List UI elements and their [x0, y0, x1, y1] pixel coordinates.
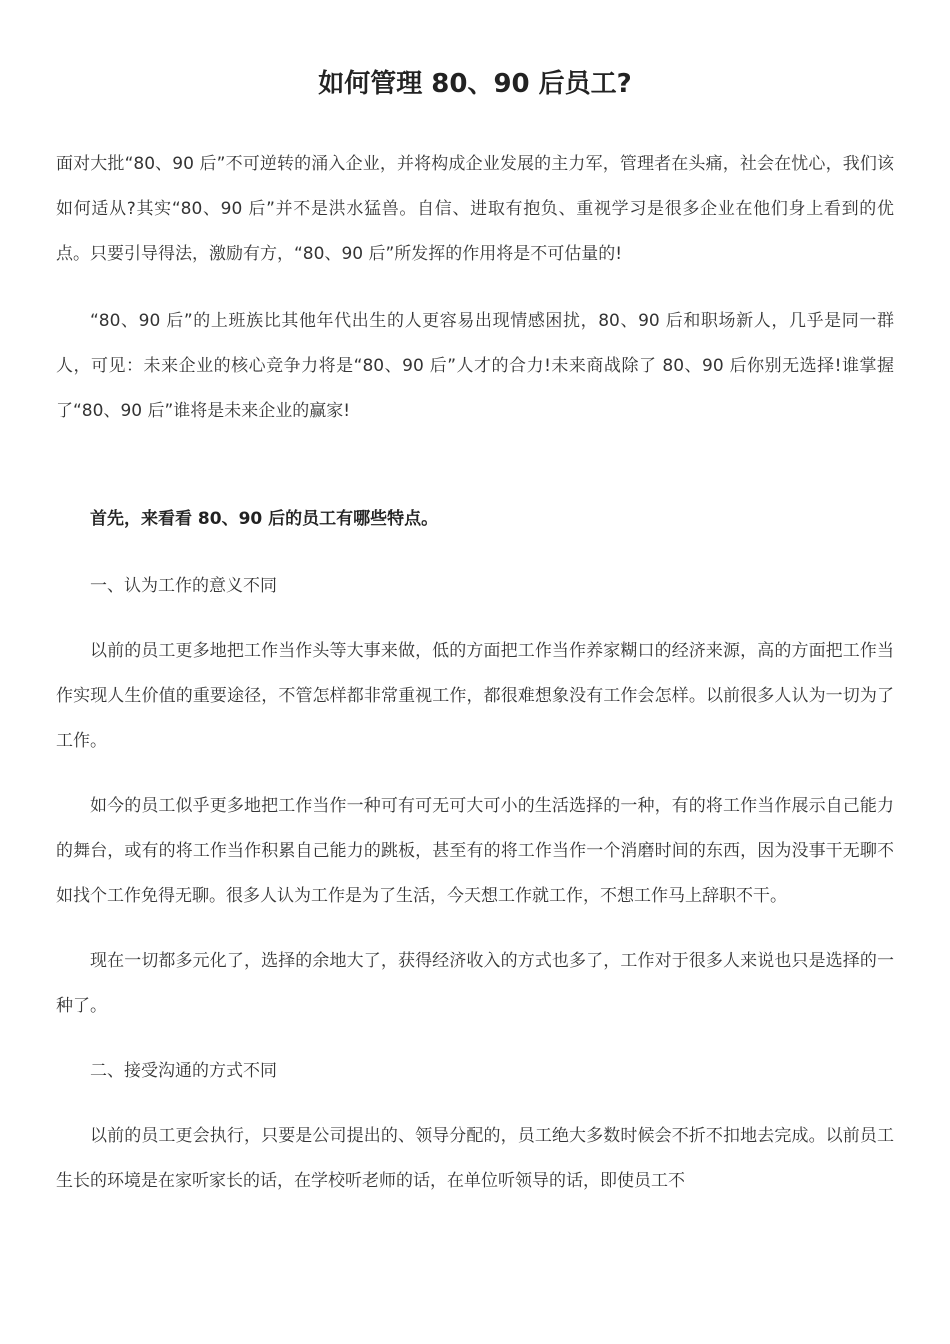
paragraph-past-employees: 以前的员工更多地把工作当作头等大事来做，低的方面把工作当作养家糊口的经济来源，高的方面把工作当作实现人生价值的重要途径，不管怎样都非常重视工作，都很难想象没有工作会怎样。以前很多人认为一切为了工作。 — [56, 641, 894, 751]
paragraph-intro: 面对大批“80、90 后”不可逆转的涌入企业，并将构成企业发展的主力军，管理者在头痛，社会在忧心，我们该如何适从?其实“80、90 后”并不是洪水猛兽。自信、进取有抱负、重视学习是很多企业在他们身上看到的优点。只要引导得法，激励有方，“80、90 后”所发挥的作用将是不可估量的! — [56, 154, 894, 264]
subheading-work-meaning: 一、认为工作的意义不同 — [90, 576, 277, 596]
paragraph-execution: 以前的员工更会执行，只要是公司提出的、领导分配的，员工绝大多数时候会不折不扣地去完成。以前员工生长的环境是在家听家长的话，在学校听老师的话，在单位听领导的话，即使员工不 — [56, 1126, 894, 1191]
paragraph-diversification: 现在一切都多元化了，选择的余地大了，获得经济收入的方式也多了，工作对于很多人来说也只是选择的一种了。 — [56, 951, 894, 1016]
paragraph-current-employees: 如今的员工似乎更多地把工作当作一种可有可无可大可小的生活选择的一种，有的将工作当作展示自己能力的舞台，或有的将工作当作积累自己能力的跳板，甚至有的将工作当作一个消磨时间的东西，因为没事干无聊不如找个工作免得无聊。很多人认为工作是为了生活，今天想工作就工作，不想工作马上辞职不干。 — [56, 796, 894, 906]
subheading-communication: 二、接受沟通的方式不同 — [90, 1061, 277, 1081]
paragraph-competition: “80、90 后”的上班族比其他年代出生的人更容易出现情感困扰，80、90 后和职场新人，几乎是同一群人，可见：未来企业的核心竞争力将是“80、90 后”人才的合力!未来商战除了 80、90 后你别无选择!谁掌握了“80、90 后”谁将是未来企业的赢家! — [56, 311, 894, 421]
document-title: 如何管理 80、90 后员工? — [318, 69, 632, 99]
section-heading-characteristics: 首先，来看看 80、90 后的员工有哪些特点。 — [90, 509, 439, 529]
